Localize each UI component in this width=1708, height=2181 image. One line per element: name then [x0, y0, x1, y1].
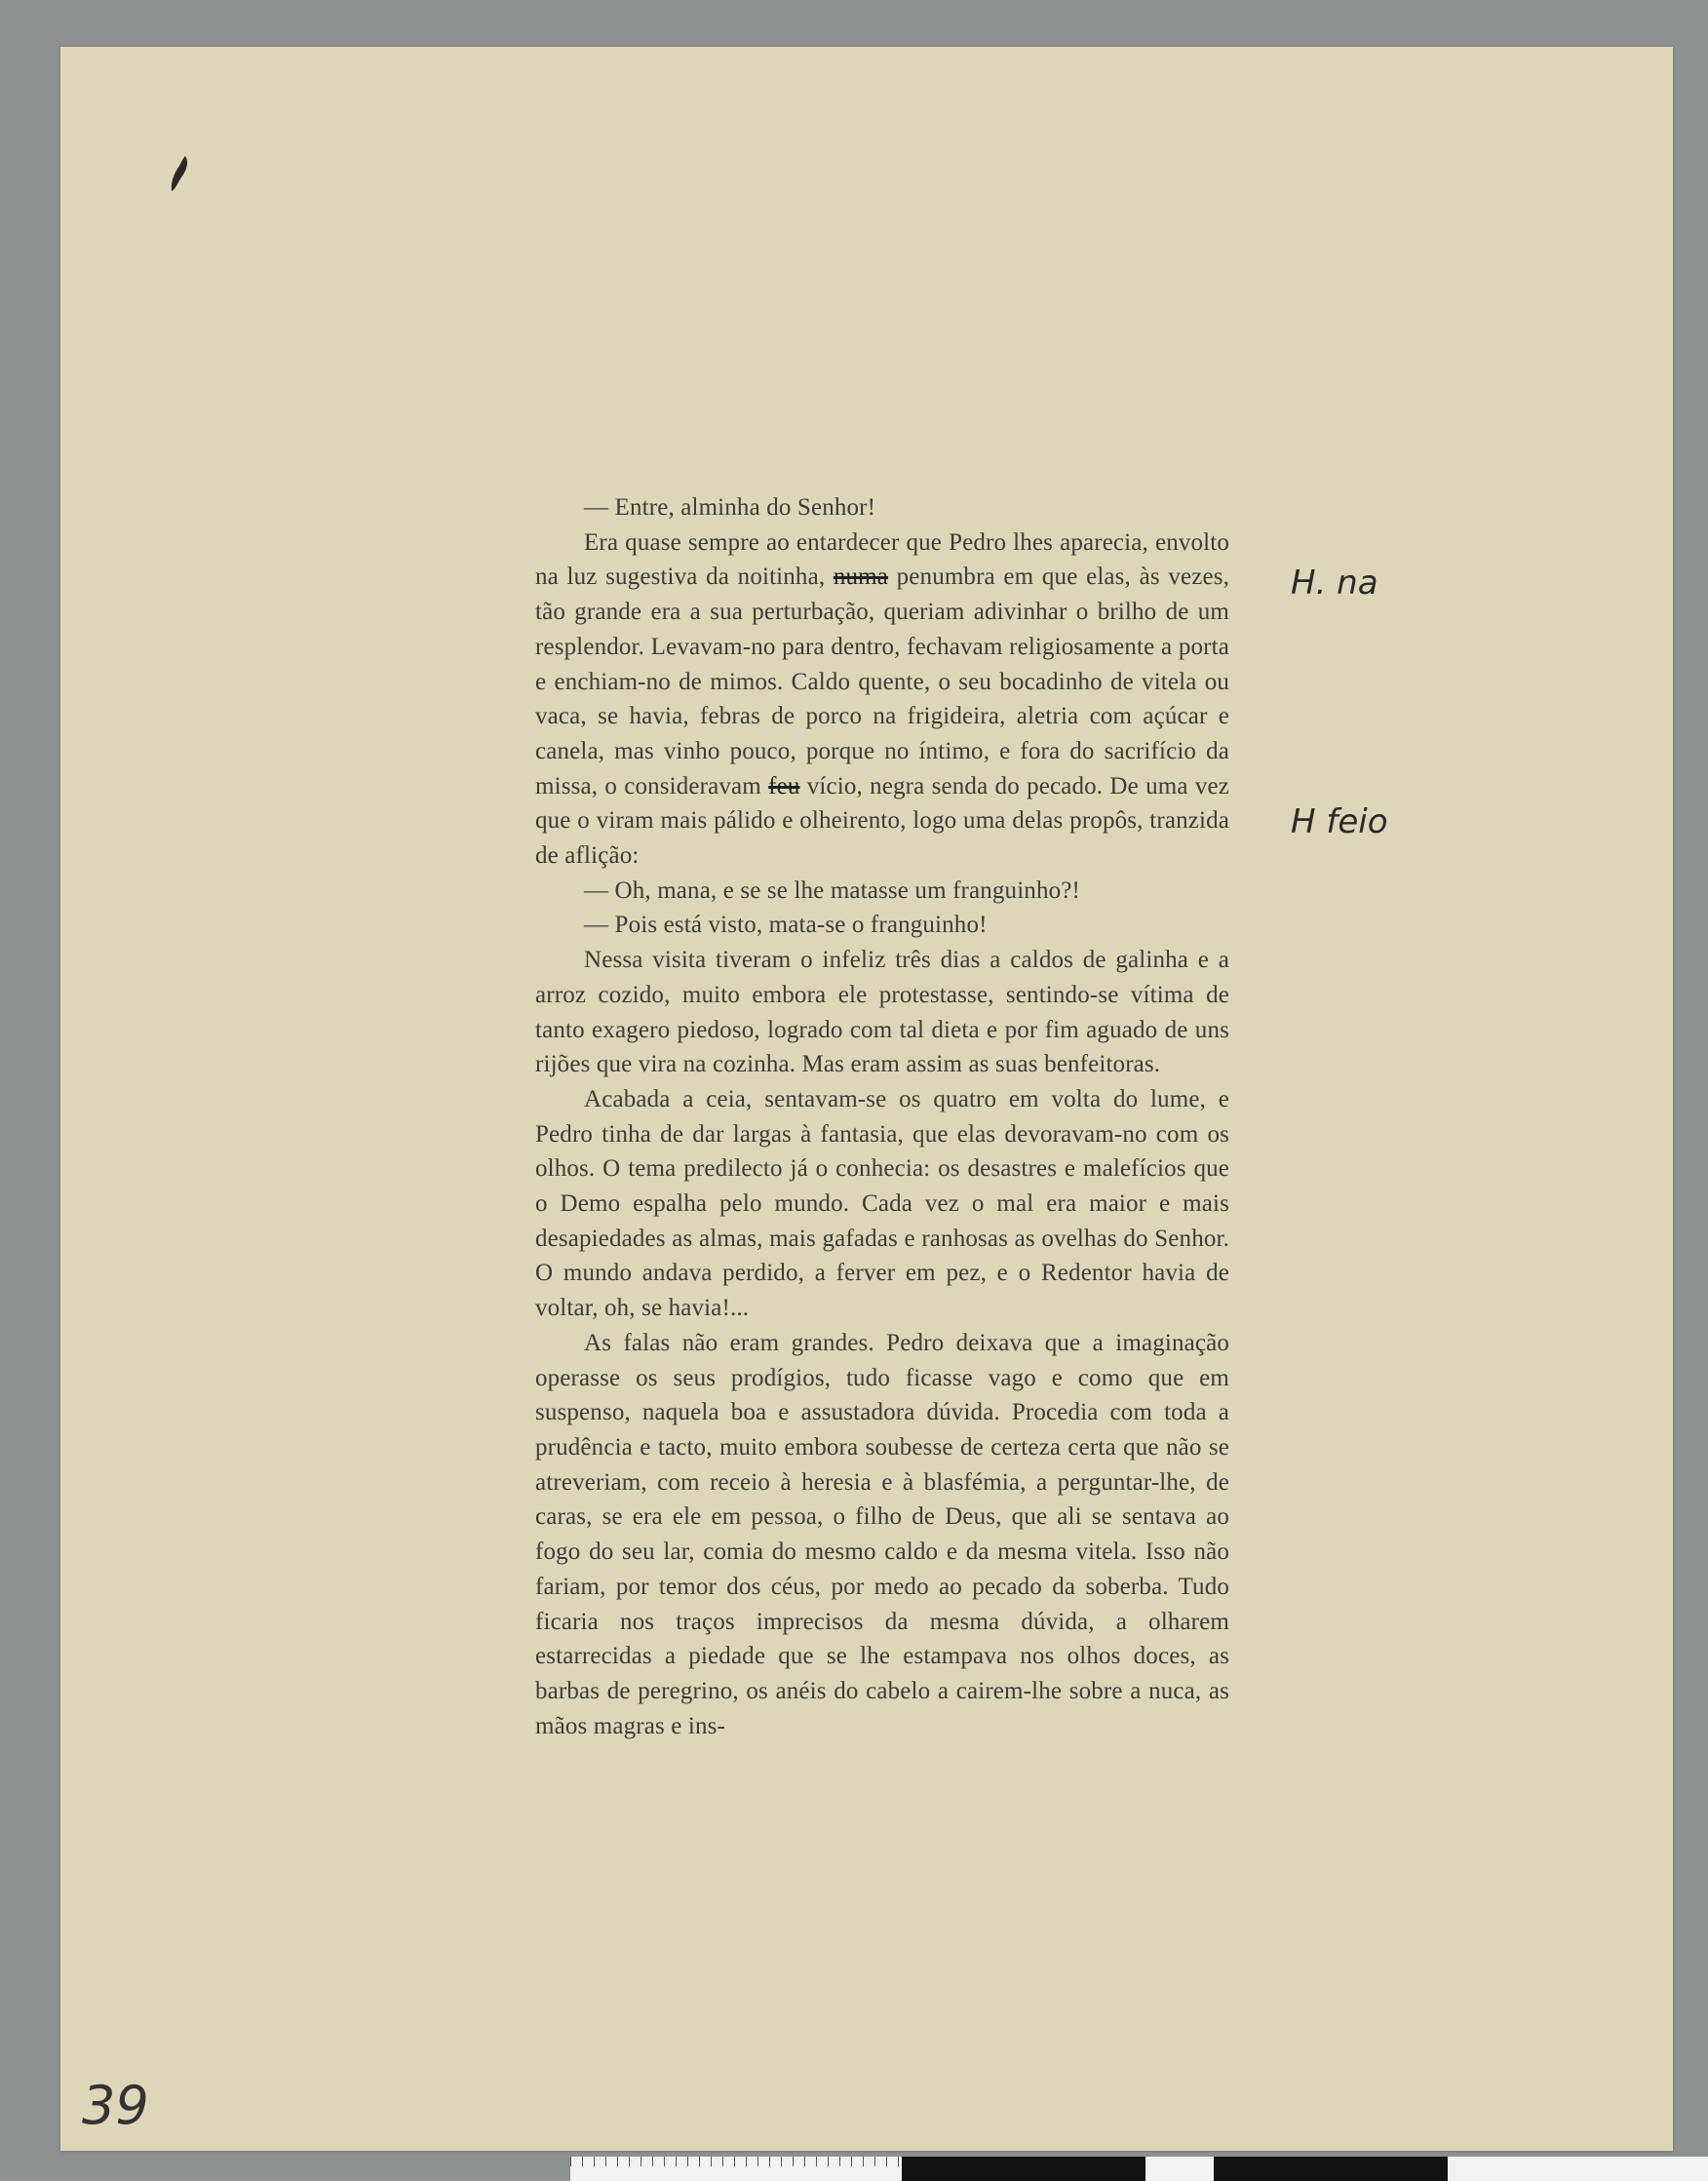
margin-note-1: H. na [1291, 564, 1378, 603]
paragraph-7: As falas não eram grandes. Pedro deixava que a imaginação operasse os seus prodígios, tudo ficasse vago e como que em suspenso, naquela boa e assustadora dúvida. Procedia com toda a prudência e tacto, muito embora soubesse de certeza certa que não se atreveriam, com receio à heresia e à blasfémia, a perguntar-lhe, de caras, se era ele em pessoa, o filho de Deus, que ali se sentava ao fogo do seu lar, comia do mesmo caldo e da mesma vitela. Isso não fariam, por temor dos céus, por medo ao pecado da soberba. Tudo ficaria nos traços imprecisos da mesma dúvida, a olharem estarrecidas a piedade que se lhe estampava nos olhos doces, as barbas de peregrino, os anéis do cabelo a cairem-lhe sobre a nuca, as mãos magras e ins- [535, 1329, 1229, 1739]
paragraph-2: Era quase sempre ao entardecer que Pedro lhes aparecia, envolto na luz sugestiva da noitinha, numa penumbra em que elas, às vezes, tão grande era a sua perturbação, queriam adivinhar o brilho de um resplendor. Levavam-no para dentro, fechavam religiosamente a porta e enchiam-no de mimos. Caldo quente, o seu bocadinho de vitela ou vaca, se havia, febras de porco na frigideira, aletria com açúcar e canela, mas vinho pouco, porque no íntimo, e fora do sacrifício da missa, o consideravam feu vício, negra senda do pecado. De uma vez que o viram mais pálido e olheirento, logo uma delas propôs, tranzida de aflição: [535, 528, 1230, 870]
paragraph-1: — Entre, alminha do Senhor! [584, 494, 876, 521]
paragraph-4: — Pois está visto, mata-se o franguinho! [584, 912, 988, 939]
ruler-ticks [570, 2157, 902, 2166]
manuscript-page [60, 47, 1673, 2151]
ink-blot [168, 154, 197, 193]
body-text [535, 490, 1229, 1743]
paragraph-3: — Oh, mana, e se se lhe matasse um franguinho?! [584, 876, 1080, 904]
color-scale-ruler [570, 2157, 1708, 2181]
paragraph-5: Nessa visita tiveram o infeliz três dias a caldos de galinha e a arroz cozido, muito embora ele protestasse, sentindo-se vítima de tanto exagero piedoso, logrado com tal dieta e por fim aguado de uns rijões que vira na cozinha. Mas eram assim as suas benfeitoras. [535, 947, 1229, 1078]
paragraph-6: Acabada a ceia, sentavam-se os quatro em volta do lume, e Pedro tinha de dar largas à fantasia, que elas devoravam-no com os olhos. O tema predilecto já o conhecia: os desastres e malefícios que o Demo espalha pelo mundo. Cada vez o mal era maior e mais desapiedades as almas, mais gafadas e ranhosas as ovelhas do Senhor. O mundo andava perdido, a ferver em pez, e o Redentor havia de voltar, oh, se havia!... [535, 1085, 1229, 1322]
struck-word: numa [833, 564, 889, 591]
page-number: 39 [82, 2075, 149, 2136]
margin-note-2: H feio [1291, 802, 1388, 841]
struck-word-2: feu [768, 772, 800, 799]
